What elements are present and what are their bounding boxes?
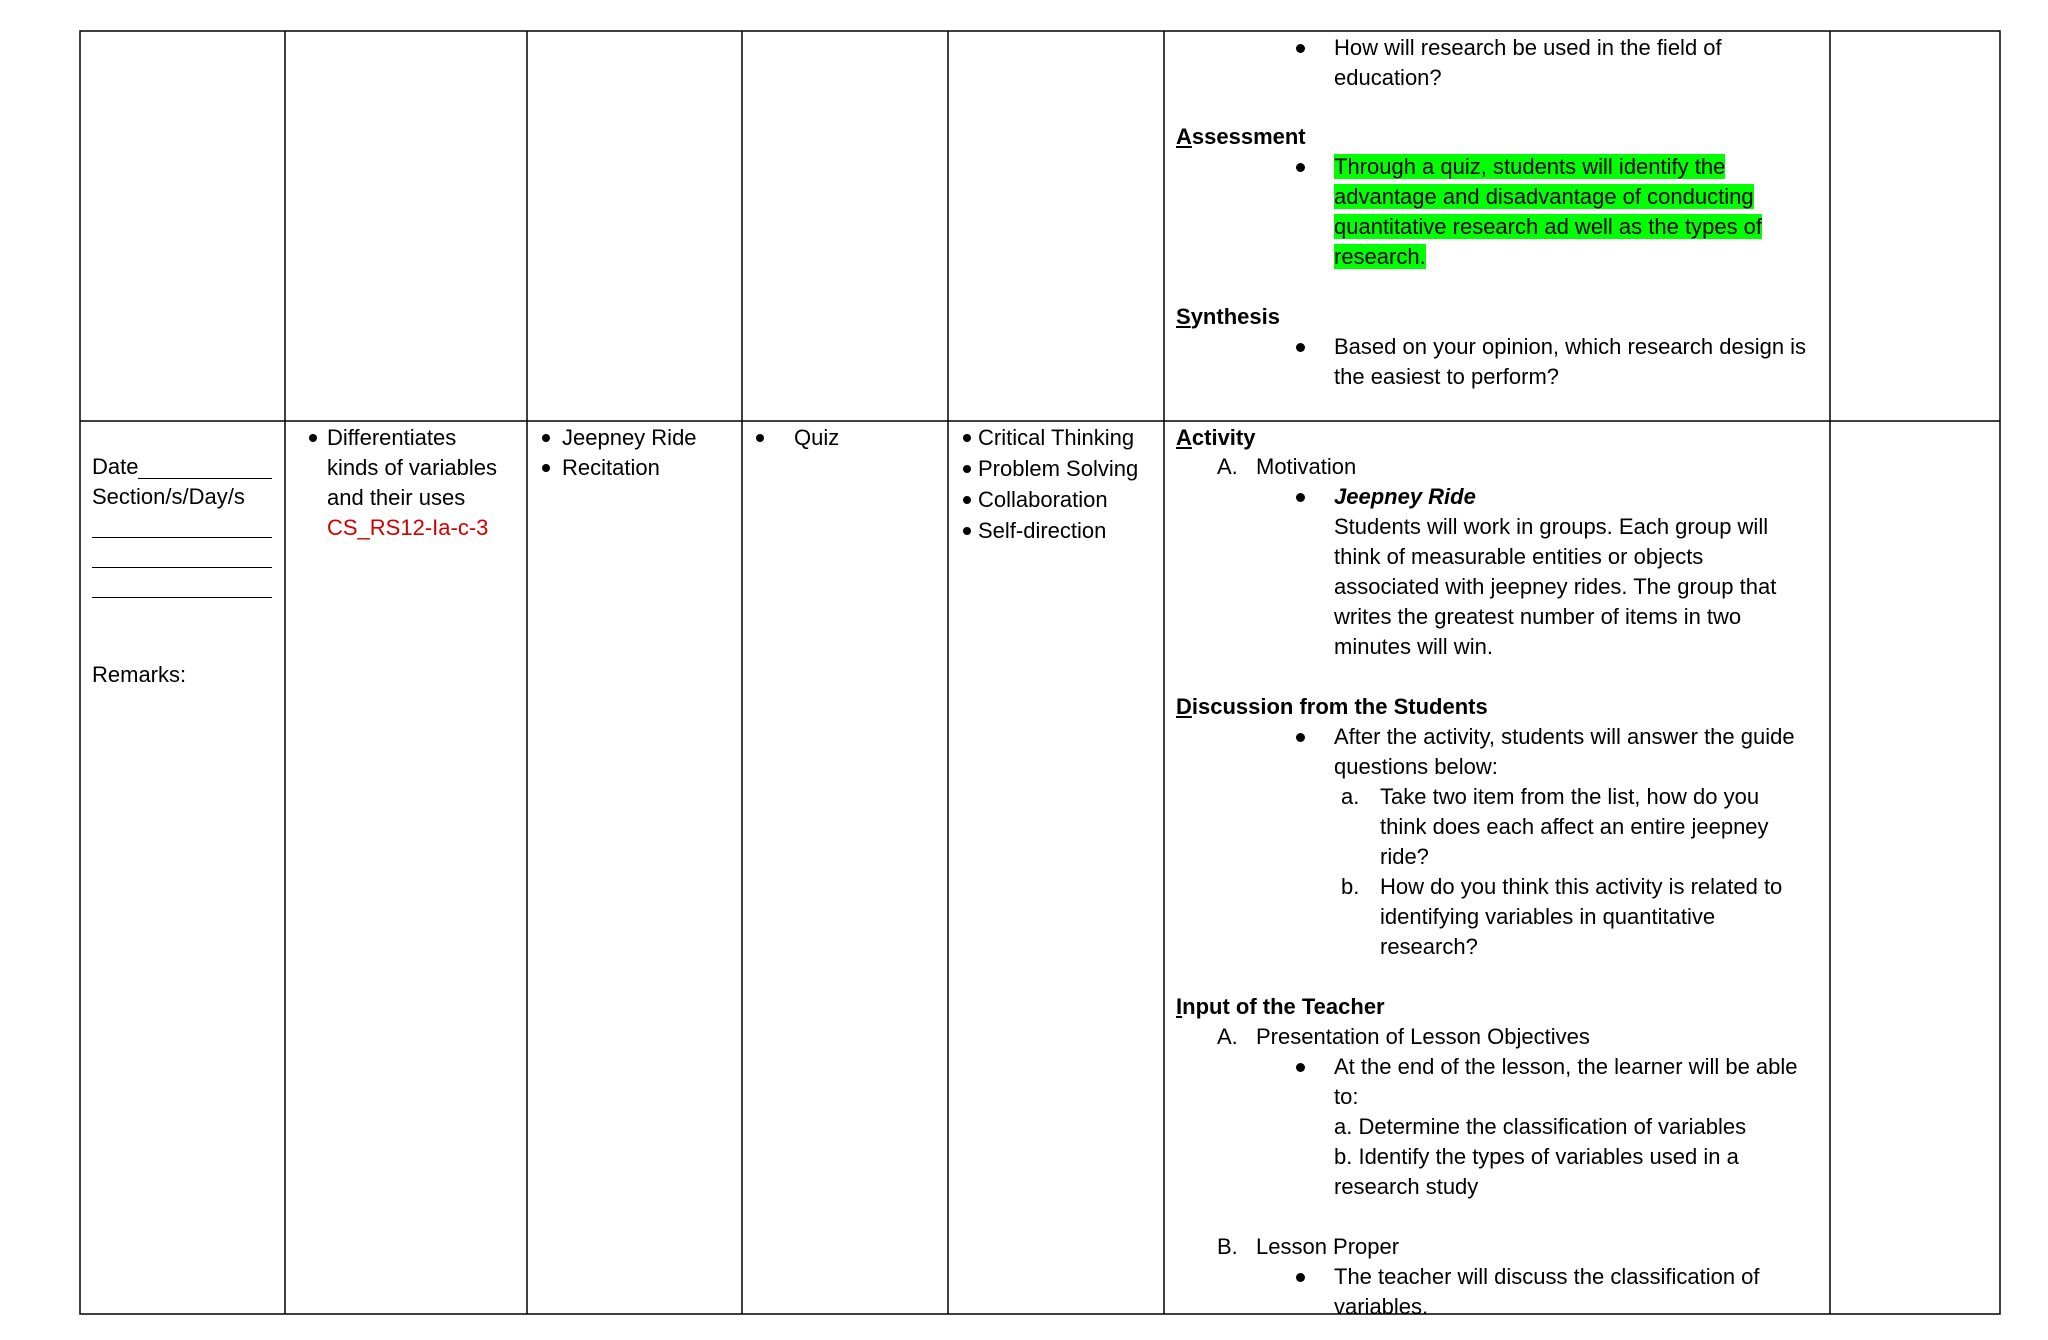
heading-rest: ynthesis [1190, 304, 1280, 329]
assessment-heading [1176, 122, 1306, 152]
guide-question-line: How do you think this activity is related to [1380, 874, 1783, 899]
bullet-icon [963, 434, 971, 442]
skill-item: Problem Solving [978, 456, 1139, 481]
heading-rest: nput of the Teacher [1182, 994, 1385, 1019]
motivation-label: Motivation [1256, 454, 1357, 479]
guide-question-line: research? [1380, 934, 1478, 959]
discussion-line: After the activity, students will answer the guide [1334, 724, 1795, 749]
assessment-line [1334, 212, 1762, 242]
bullet-icon [1296, 163, 1305, 172]
section-blank-line [92, 537, 272, 538]
row1-bullet-line: education? [1334, 65, 1442, 90]
discussion-heading [1176, 692, 1488, 722]
bullet-icon [756, 434, 764, 442]
assessment-line [1334, 242, 1426, 272]
bullet-icon [309, 434, 317, 442]
heading-rest: ssessment [1191, 124, 1306, 149]
synthesis-heading [1176, 302, 1280, 332]
heading-initial: D [1176, 694, 1192, 719]
jeepney-line: Students will work in groups. Each group will [1334, 514, 1769, 539]
jeepney-line: think of measurable entities or objects [1334, 544, 1704, 569]
guide-question-line: ride? [1380, 844, 1429, 869]
highlighted-text: research. [1334, 244, 1426, 269]
bullet-icon [1296, 1273, 1305, 1282]
skill-item: Critical Thinking [978, 425, 1135, 450]
objective-detail-line: research study [1334, 1174, 1479, 1199]
date-blank-line [138, 478, 272, 479]
bullet-icon [1296, 343, 1305, 352]
objective-line: kinds of variables [327, 455, 497, 480]
section-blank-line [92, 567, 272, 568]
heading-initial: A [1176, 425, 1192, 450]
highlighted-text: Through a quiz, students will identify the [1334, 154, 1726, 179]
jeepney-line: minutes will win. [1334, 634, 1493, 659]
guide-question-line: think does each affect an entire jeepney [1380, 814, 1769, 839]
heading-rest: ctivity [1191, 425, 1256, 450]
skill-item: Collaboration [978, 487, 1108, 512]
guide-question-line: Take two item from the list, how do you [1380, 784, 1760, 809]
assessment-line [1334, 182, 1754, 212]
guide-question-line: identifying variables in quantitative [1380, 904, 1716, 929]
bullet-icon [1296, 733, 1305, 742]
date-label: Date [92, 454, 139, 479]
input-heading [1176, 992, 1385, 1022]
highlighted-text: advantage and disadvantage of conducting [1334, 184, 1754, 209]
assessment-line [1334, 152, 1725, 182]
objective-detail-line: b. Identify the types of variables used in a [1334, 1144, 1739, 1169]
objective-line: and their uses [327, 485, 466, 510]
bullet-icon [1296, 493, 1305, 502]
bullet-icon [542, 434, 550, 442]
heading-initial: I [1176, 994, 1183, 1019]
strategy-item: Recitation [562, 455, 660, 480]
list-marker: A. [1217, 454, 1238, 479]
jeepney-ride-title: Jeepney Ride [1334, 484, 1476, 509]
jeepney-line: writes the greatest number of items in two [1334, 604, 1742, 629]
heading-initial: S [1176, 304, 1191, 329]
synthesis-line: the easiest to perform? [1334, 364, 1560, 389]
objective-detail-line: to: [1334, 1084, 1359, 1109]
bullet-icon [963, 465, 971, 473]
synthesis-line: Based on your opinion, which research design is [1334, 334, 1807, 359]
objective-line: Differentiates [327, 425, 457, 450]
list-marker: b. [1341, 874, 1360, 899]
assessment-item: Quiz [794, 425, 840, 450]
discussion-line: questions below: [1334, 754, 1498, 779]
jeepney-line: associated with jeepney rides. The group that [1334, 574, 1777, 599]
presentation-label: Presentation of Lesson Objectives [1256, 1024, 1590, 1049]
heading-rest: iscussion from the Students [1191, 694, 1488, 719]
lesson-proper-line: variables. [1334, 1294, 1429, 1319]
section-blank-line [92, 597, 272, 598]
heading-initial: A [1176, 124, 1192, 149]
lesson-proper-label: Lesson Proper [1256, 1234, 1400, 1259]
activity-heading [1176, 423, 1255, 453]
bullet-icon [1296, 44, 1305, 53]
bullet-icon [963, 496, 971, 504]
competency-code: CS_RS12-Ia-c-3 [327, 515, 489, 540]
bullet-icon [963, 527, 971, 535]
remarks-label: Remarks: [92, 662, 187, 687]
skill-item: Self-direction [978, 518, 1107, 543]
objective-detail-line: a. Determine the classification of variables [1334, 1114, 1747, 1139]
strategy-item: Jeepney Ride [562, 425, 697, 450]
section-label: Section/s/Day/s [92, 484, 245, 509]
bullet-icon [1296, 1063, 1305, 1072]
list-marker: A. [1217, 1024, 1238, 1049]
bullet-icon [542, 464, 550, 472]
highlighted-text: quantitative research ad well as the types of [1334, 214, 1763, 239]
objective-detail-line: At the end of the lesson, the learner will be able [1334, 1054, 1798, 1079]
row1-bullet-line: How will research be used in the field of [1334, 35, 1722, 60]
list-marker: a. [1341, 784, 1360, 809]
lesson-proper-line: The teacher will discuss the classification of [1334, 1264, 1760, 1289]
list-marker: B. [1217, 1234, 1238, 1259]
